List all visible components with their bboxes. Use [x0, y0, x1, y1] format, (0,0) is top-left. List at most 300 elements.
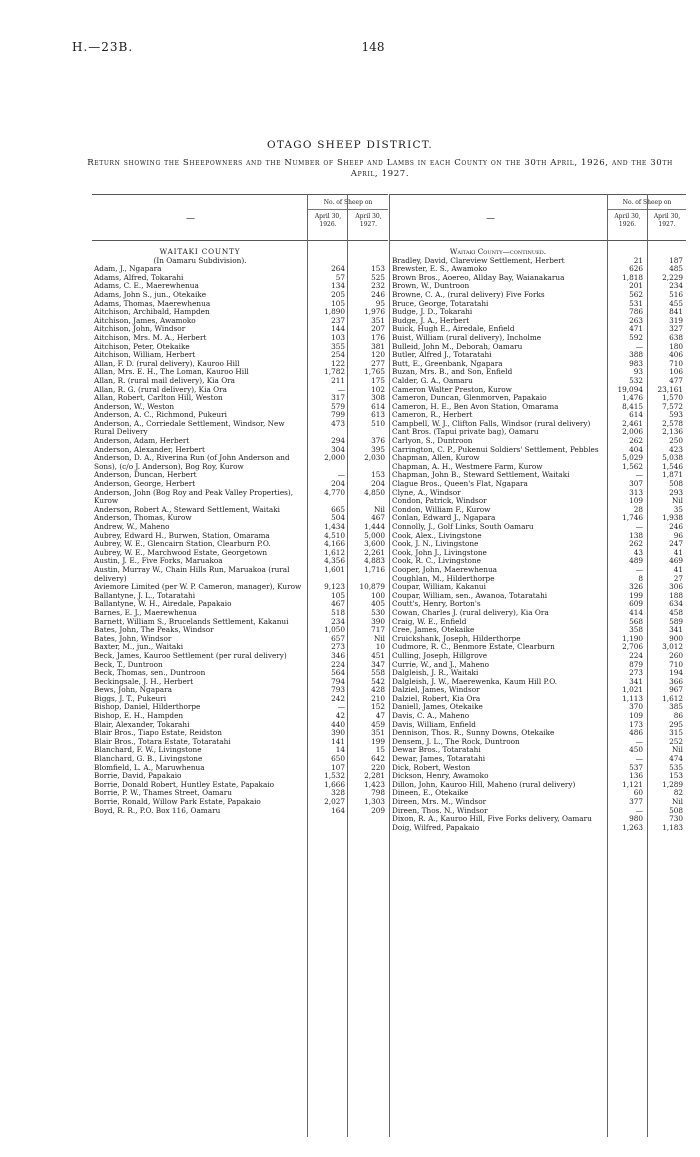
- sheep-count-1927: 1,444: [364, 522, 385, 531]
- sheep-count-1926: 273: [331, 642, 345, 652]
- sheep-count-1926: 262: [629, 436, 643, 446]
- owner-name: Anderson, A. C., Richmond, Pukeuri: [94, 410, 227, 420]
- owner-name: Cant Bros. (Tapui private bag), Oamaru: [392, 427, 539, 437]
- owner-name: Budge, J. A., Herbert: [392, 315, 470, 325]
- sheep-count-1926: 204: [331, 479, 345, 489]
- sheep-count-1926: 326: [629, 582, 643, 592]
- owner-name: Adams, Thomas, Maerewhenua: [94, 298, 211, 308]
- owner-name: Buick, Hugh E., Airedale, Enfield: [392, 324, 515, 334]
- sheep-count-1927: 41: [673, 547, 683, 557]
- sheep-count-1927: Nil: [671, 496, 683, 506]
- sheep-count-1926: 1,121: [622, 779, 643, 789]
- owner-name: Currie, W., and J., Maheno: [392, 659, 490, 669]
- sheep-count-1927: 900: [669, 633, 683, 643]
- owner-name: Coupar, William, sen., Awanoa, Totaratahi: [392, 590, 548, 600]
- sheep-count-1927: 1,570: [662, 393, 683, 403]
- right-column-header: [390, 194, 686, 241]
- sheep-count-1926: 346: [331, 650, 345, 660]
- sheep-count-1926: 57: [335, 272, 345, 282]
- sheep-count-1926: 164: [331, 805, 345, 815]
- sheep-count-1927: 23,161: [657, 384, 683, 394]
- sheep-count-1926: 8: [638, 573, 643, 583]
- sheep-count-1926: 328: [331, 788, 345, 798]
- owner-name: Cameron Walter Preston, Kurow: [392, 384, 512, 394]
- date-1926-label: April 30, 1926.: [314, 213, 342, 228]
- sheep-count-1927: 347: [371, 659, 385, 669]
- sheep-count-1927: 10,879: [359, 582, 385, 592]
- sheep-count-1927: 175: [371, 375, 385, 385]
- sheep-count-1926: 626: [629, 264, 643, 274]
- sheep-count-1927: 1,303: [364, 797, 385, 806]
- sheep-count-1926: 205: [331, 289, 345, 299]
- sheepowner-row: [92, 454, 388, 471]
- owner-name: Aubrey, Edward H., Burwen, Station, Omarama: [94, 530, 270, 540]
- sheep-count-1927: 1,289: [662, 779, 683, 789]
- owner-name: Adams, Alfred, Tokarahi: [94, 272, 184, 282]
- owner-name: Cruickshank, Joseph, Hilderthorpe: [392, 633, 521, 643]
- sheep-count-1927: 1,765: [364, 367, 385, 377]
- sheep-count-1927: 7,572: [662, 401, 683, 411]
- owner-name: Aviemore Limited (per W. P. Cameron, manager), Kurow: [94, 582, 302, 592]
- sheep-count-1927: 423: [669, 444, 683, 454]
- sheep-count-1926: 136: [629, 771, 643, 781]
- sheep-count-1927: 841: [669, 307, 683, 317]
- sheep-count-1927: 96: [673, 530, 683, 540]
- sheep-count-1927: 459: [371, 719, 385, 729]
- owner-name: Beck, Thomas, sen., Duntroon: [94, 668, 206, 678]
- sheep-count-1926: 242: [331, 693, 345, 703]
- sheep-count-1927: 308: [371, 393, 385, 403]
- owner-name: Andrew, W., Maheno: [94, 522, 170, 531]
- owner-name: Dillon, John, Kauroo Hill, Maheno (rural delivery): [392, 779, 576, 789]
- sheep-count-1926: 105: [331, 590, 345, 600]
- sheep-count-1926: 1,562: [622, 461, 643, 471]
- sheep-count-1927: 153: [669, 771, 683, 781]
- owner-name: Dalziel, James, Windsor: [392, 685, 480, 695]
- owner-name: Borrie, Ronald, Willow Park Estate, Papakaio: [94, 797, 261, 806]
- sheep-count-1927: 451: [371, 650, 385, 660]
- sheep-count-1927: 35: [673, 504, 683, 514]
- sheepowner-row: [92, 807, 388, 816]
- owner-name: WAITAKI COUNTY: [159, 247, 241, 256]
- owner-name: Bradley, David, Clareview Settlement, Herbert: [392, 255, 565, 265]
- sheep-count-1926: 2,706: [622, 642, 643, 652]
- sheep-count-1926: 313: [629, 487, 643, 497]
- sheep-count-1926: 1,818: [622, 272, 643, 282]
- sheep-count-1927: 376: [371, 436, 385, 446]
- owner-name: Borrie, Donald Robert, Huntley Estate, Papakaio: [94, 779, 275, 789]
- sheep-count-1927: 10: [375, 642, 385, 652]
- owner-name: Cameron, H. E., Ben Avon Station, Omarama: [392, 401, 559, 411]
- sheep-count-1927: 1,546: [662, 461, 683, 471]
- sheep-count-1926: —: [635, 522, 643, 531]
- sheep-count-1926: 414: [629, 607, 643, 617]
- sheep-count-1927: 47: [375, 711, 385, 721]
- sheep-count-1926: 122: [331, 358, 345, 368]
- owner-name: Conlan, Edward J., Ngapara: [392, 513, 496, 523]
- sheep-count-1926: 304: [331, 444, 345, 454]
- sheep-count-1927: 485: [669, 264, 683, 274]
- owner-name: Adams, C. E., Maerewhenua: [94, 281, 199, 291]
- owner-name: Aitchison, Peter, Otekaike: [94, 341, 190, 351]
- owner-name: Coughlan, M., Hilderthorpe: [392, 573, 495, 583]
- sheep-count-1926: 980: [629, 814, 643, 824]
- sheep-count-1926: 134: [331, 281, 345, 291]
- sheep-count-1926: 234: [331, 616, 345, 626]
- sheep-count-1927: 3,600: [364, 539, 385, 549]
- sheep-count-1926: 489: [629, 556, 643, 566]
- sheep-count-1927: 27: [673, 573, 683, 583]
- date-1927-label: April 30, 1927.: [653, 213, 681, 228]
- owner-name: Brewster, E. S., Awamoko: [392, 264, 488, 274]
- sheep-count-1927: 41: [673, 564, 683, 574]
- sheep-count-1926: 4,510: [324, 530, 345, 540]
- owner-name: Dewar Bros., Totaratahi: [392, 745, 481, 755]
- sheep-count-1926: 211: [331, 375, 345, 385]
- sheep-count-1926: 1,601: [324, 564, 345, 574]
- owner-name: Cudmore, R. C., Benmore Estate, Clearburn: [392, 642, 555, 652]
- sheep-count-1927: Nil: [373, 633, 385, 643]
- sheepowner-row: [92, 566, 388, 583]
- owner-name: Adams, John S., jun., Otekaike: [94, 289, 207, 299]
- owner-name: Connolly, J., Golf Links, South Oamaru: [392, 522, 534, 531]
- owner-name: Waitaki County—continued.: [449, 247, 547, 256]
- owner-name: Ballantyne, W. H., Airedale, Papakaio: [94, 599, 232, 609]
- owner-name: Cowan, Charles J. (rural delivery), Kia Ora: [392, 607, 549, 617]
- sheep-count-1927: 455: [669, 298, 683, 308]
- sheep-count-1927: 306: [669, 582, 683, 592]
- sheep-count-1927: 1,938: [662, 513, 683, 523]
- sheep-count-1926: 1,021: [622, 685, 643, 695]
- owner-name: Budge, J. D., Tokarahi: [392, 307, 473, 317]
- sheep-count-1926: 440: [331, 719, 345, 729]
- sheep-count-1927: 381: [371, 341, 385, 351]
- sheep-count-1926: 370: [629, 702, 643, 712]
- owner-name: Clyne, A., Windsor: [392, 487, 461, 497]
- sheep-count-1927: 1,871: [662, 470, 683, 480]
- owner-name: Blomfield, L. A., Maruwhenua: [94, 762, 205, 772]
- owner-name: Chapman, John B., Steward Settlement, Waitaki: [392, 470, 570, 480]
- owner-name: Cook, Alex., Livingstone: [392, 530, 482, 540]
- sheep-count-1927: 405: [371, 599, 385, 609]
- sheep-count-1927: 250: [669, 436, 683, 446]
- sheep-count-1926: 532: [629, 375, 643, 385]
- owner-name: Densem, J. L., The Rock, Duntroon: [392, 736, 520, 746]
- owner-name: Carrington, C. P., Pukenui Soldiers' Settlement, Pebbles: [392, 444, 599, 454]
- owner-name: Bruce, George, Totaratahi: [392, 298, 489, 308]
- owner-name: Dalziel, Robert, Kia Ora: [392, 693, 481, 703]
- sheep-count-1927: 187: [669, 255, 683, 265]
- sheep-count-1927: 717: [371, 625, 385, 635]
- owner-name: Chapman, A. H., Westmere Farm, Kurow: [392, 461, 543, 471]
- owner-name: Buzan, Mrs. B., and Son, Enfield: [392, 367, 513, 377]
- sheep-count-1926: 657: [331, 633, 345, 643]
- sheep-count-1927: Nil: [671, 797, 683, 806]
- sheep-count-1926: 43: [633, 547, 643, 557]
- sheep-count-1927: 508: [669, 805, 683, 815]
- owner-name: Doig, Wilfred, Papakaio: [392, 822, 480, 832]
- sheep-count-1926: 141: [331, 736, 345, 746]
- sheep-count-1927: 194: [669, 668, 683, 678]
- sheep-count-1926: 1,434: [324, 522, 345, 531]
- sheep-count-1926: —: [337, 702, 345, 712]
- sheep-count-1926: 105: [331, 298, 345, 308]
- owner-name: Campbell, W. J., Clifton Falls, Windsor (rural delivery): [392, 418, 591, 428]
- sheep-count-1927: 710: [669, 659, 683, 669]
- sheep-count-1926: 486: [629, 728, 643, 738]
- owner-name: Ballantyne, J. L., Totaratahi: [94, 590, 196, 600]
- sheep-count-1926: 4,166: [324, 539, 345, 549]
- sheep-count-1927: 385: [669, 702, 683, 712]
- sheep-count-1926: 273: [629, 668, 643, 678]
- sheep-count-1926: 1,890: [324, 307, 345, 317]
- sheep-count-1927: 246: [669, 522, 683, 531]
- owner-name: Brown Bros., Aoereo, Allday Bay, Waianakarua: [392, 272, 565, 282]
- page-title: OTAGO SHEEP DISTRICT.: [267, 139, 433, 151]
- sheep-count-1926: 109: [629, 496, 643, 506]
- sheep-count-1927: 295: [669, 719, 683, 729]
- owner-name: Condon, Patrick, Windsor: [392, 496, 487, 506]
- owner-name: Clague Bros., Queen's Flat, Ngapara: [392, 479, 528, 489]
- sheep-count-1927: 15: [375, 745, 385, 755]
- name-column-dash: —: [186, 214, 195, 224]
- owner-name: Bews, John, Ngapara: [94, 685, 172, 695]
- owner-name: Condon, William F., Kurow: [392, 504, 491, 514]
- sheepowner-row: [92, 489, 388, 506]
- owner-name: Blanchard, F. W., Livingstone: [94, 745, 202, 755]
- page-header: [72, 40, 674, 56]
- sheep-count-1927: Nil: [671, 745, 683, 755]
- sheep-count-1926: —: [635, 805, 643, 815]
- sheep-count-1927: 2,030: [364, 453, 385, 463]
- sheep-count-1927: 106: [669, 367, 683, 377]
- sheep-count-1927: 1,183: [662, 822, 683, 832]
- owner-name: Baxter, M., jun., Waitaki: [94, 642, 184, 652]
- owner-name: Cook, R. C., Livingstone: [392, 556, 481, 566]
- owner-name: Dick, Robert, Weston: [392, 762, 471, 772]
- sheep-count-1927: 967: [669, 685, 683, 695]
- sheep-count-1926: 1,782: [324, 367, 345, 377]
- owner-name: Beckingsale, J. H., Herbert: [94, 676, 194, 686]
- sheep-count-1926: 562: [629, 289, 643, 299]
- sheep-count-1926: 531: [629, 298, 643, 308]
- owner-name: Beck, T., Duntroon: [94, 659, 163, 669]
- sheep-count-1926: 1,476: [622, 393, 643, 403]
- sheep-count-1927: 1,423: [364, 779, 385, 789]
- sheep-count-1927: 176: [371, 332, 385, 342]
- sheep-count-1926: 355: [331, 341, 345, 351]
- sheep-count-1927: 589: [669, 616, 683, 626]
- owner-name: Dewar, James, Totaratahi: [392, 754, 486, 764]
- sheep-count-1926: 264: [331, 264, 345, 274]
- owner-name: Anderson, Adam, Herbert: [94, 436, 190, 446]
- owner-name: Butt, E., Greenbank, Ngapara: [392, 358, 503, 368]
- owner-name: Aitchison, James, Awamoko: [94, 315, 196, 325]
- sheep-count-1926: 650: [331, 754, 345, 764]
- owner-name: Austin, Murray W., Chain Hills Run, Maruakoa (rural delivery): [94, 564, 290, 583]
- owner-name: Anderson, W., Weston: [94, 401, 175, 411]
- sheep-count-1926: 609: [629, 599, 643, 609]
- sheep-count-1927: 315: [669, 728, 683, 738]
- owner-name: (In Oamaru Subdivision).: [153, 255, 247, 265]
- owner-name: Anderson, Duncan, Herbert: [94, 470, 197, 480]
- owner-name: Anderson, John (Bog Roy and Peak Valley Properties), Kurow: [94, 487, 294, 506]
- owner-name: Cooper, John, Maerewhenua: [392, 564, 497, 574]
- name-column-dash: —: [486, 214, 495, 224]
- sheepowner-row: [92, 420, 388, 437]
- sheep-count-1926: 388: [629, 350, 643, 360]
- sheep-count-1927: 542: [371, 676, 385, 686]
- sheep-count-1926: —: [337, 470, 345, 480]
- sheep-count-1927: 152: [371, 702, 385, 712]
- sheep-count-1926: 199: [629, 590, 643, 600]
- sheep-count-1926: 2,006: [622, 427, 643, 437]
- owner-name: Brown, W., Duntroon: [392, 281, 470, 291]
- sheep-count-1926: 4,770: [324, 487, 345, 497]
- sheep-count-1926: 377: [629, 797, 643, 806]
- sheep-count-1927: 120: [371, 350, 385, 360]
- owner-name: Dalgleish, J. W., Maerewenka, Kaum Hill P.O.: [392, 676, 558, 686]
- sheep-count-1927: 2,281: [364, 771, 385, 781]
- sheep-count-1926: 564: [331, 668, 345, 678]
- right-entries-list: [390, 248, 686, 832]
- sheep-count-1927: 327: [669, 324, 683, 334]
- sheep-count-1927: 2,136: [662, 427, 683, 437]
- sheep-count-1926: 592: [629, 332, 643, 342]
- owner-name: Aubrey, W. E., Marchwood Estate, Georgetown: [94, 547, 268, 557]
- sheep-count-1927: 4,883: [364, 556, 385, 566]
- sheep-count-1927: 710: [669, 358, 683, 368]
- sheep-count-1927: 730: [669, 814, 683, 824]
- sheepowner-row: [390, 824, 686, 833]
- date-1926-label: April 30, 1926.: [614, 213, 641, 228]
- owner-name: Dixon, R. A., Kauroo Hill, Five Forks delivery, Oamaru: [392, 814, 592, 824]
- owner-name: Chapman, Allen, Kurow: [392, 453, 480, 463]
- owner-name: Anderson, D. A., Riverina Run (of John Anderson and Sons), (c/o J. Anderson), Bog Roy, Kurow: [94, 453, 290, 471]
- sheep-count-1926: 518: [331, 607, 345, 617]
- owner-name: Daniell, James, Otekaike: [392, 702, 483, 712]
- date-1927-label: April 30, 1927.: [355, 213, 382, 228]
- sheep-count-1927: 351: [371, 728, 385, 738]
- owner-name: Cameron, R., Herbert: [392, 410, 473, 420]
- sheep-count-1927: 100: [371, 590, 385, 600]
- sheep-count-1927: 558: [371, 668, 385, 678]
- sheep-count-1926: 8,415: [622, 401, 643, 411]
- sheep-count-1926: 1,612: [324, 547, 345, 557]
- owner-name: Blanchard, G. B., Livingstone: [94, 754, 203, 764]
- owner-name: Boyd, R. R., P.O. Box 116, Oamaru: [94, 805, 221, 815]
- owner-name: Adam, J., Ngapara: [94, 264, 162, 274]
- sheep-count-1926: 537: [629, 762, 643, 772]
- sheep-count-1926: 983: [629, 358, 643, 368]
- sheep-count-1926: 341: [629, 676, 643, 686]
- sheep-count-1927: 1,612: [662, 693, 683, 703]
- owner-name: Dickson, Henry, Awamoko: [392, 771, 489, 781]
- sheep-count-1926: 799: [331, 410, 345, 420]
- sheep-count-1926: 786: [629, 307, 643, 317]
- sheep-count-1926: 568: [629, 616, 643, 626]
- sheep-count-1926: 793: [331, 685, 345, 695]
- sheep-count-1927: 199: [371, 736, 385, 746]
- owner-name: Craig, W. E., Enfield: [392, 616, 467, 626]
- sheep-count-1927: 467: [371, 513, 385, 523]
- sheep-count-1926: 307: [629, 479, 643, 489]
- owner-name: Bishop, E. H., Hampden: [94, 711, 184, 721]
- sheep-count-1926: 103: [331, 332, 345, 342]
- sheep-count-1927: 525: [371, 272, 385, 282]
- sheep-count-1927: 798: [371, 788, 385, 798]
- sheep-count-1926: 614: [629, 410, 643, 420]
- sheep-count-1926: 404: [629, 444, 643, 454]
- sheep-count-1927: 642: [371, 754, 385, 764]
- owner-name: Carlyon, S., Duntroon: [392, 436, 473, 446]
- sheep-count-1926: 1,113: [622, 693, 643, 703]
- owner-name: Allan, Mrs. E. H., The Loman, Kauroo Hill: [94, 367, 249, 377]
- owner-name: Allan, Robert, Carlton Hill, Weston: [94, 393, 223, 403]
- owner-name: Dineen, E., Otekaike: [392, 788, 469, 798]
- owner-name: Aitchison, John, Windsor: [94, 324, 186, 334]
- sheep-count-1926: 9,123: [324, 582, 345, 592]
- sheep-count-1926: 665: [331, 504, 345, 514]
- sheep-count-1926: —: [635, 341, 643, 351]
- owner-name: Borrie, P. W., Thames Street, Oamaru: [94, 788, 232, 798]
- owner-name: Coupar, William, Kakanui: [392, 582, 486, 592]
- sheep-count-1926: 4,356: [324, 556, 345, 566]
- sheep-count-1927: 153: [371, 470, 385, 480]
- left-column-header: [92, 194, 388, 241]
- sheep-count-1927: 95: [375, 298, 385, 308]
- sheep-count-1927: 510: [371, 418, 385, 428]
- sheep-count-1926: 93: [633, 367, 643, 377]
- sheep-count-1927: 469: [669, 556, 683, 566]
- sheep-count-1927: 204: [371, 479, 385, 489]
- owner-name: Butler, Alfred J., Totaratahi: [392, 350, 492, 360]
- left-entries-list: [92, 248, 388, 815]
- sheep-count-1926: 224: [331, 659, 345, 669]
- sheep-count-1926: 294: [331, 436, 345, 446]
- sheep-count-1926: 504: [331, 513, 345, 523]
- sheep-count-1926: 794: [331, 676, 345, 686]
- sheep-count-1927: 2,578: [662, 418, 683, 428]
- sheep-count-1926: 262: [629, 539, 643, 549]
- sheep-count-1927: 474: [669, 754, 683, 764]
- owner-name: Aitchison, William, Herbert: [94, 350, 196, 360]
- owner-name: Anderson, Robert A., Steward Settlement, Waitaki: [94, 504, 281, 514]
- sheep-count-1926: 144: [331, 324, 345, 334]
- owner-name: Cook, John J., Livingstone: [392, 547, 487, 557]
- sheep-count-1926: 1,050: [324, 625, 345, 635]
- sheep-count-1927: 351: [371, 315, 385, 325]
- sheep-count-1926: 173: [629, 719, 643, 729]
- sheep-count-1927: 2,261: [364, 547, 385, 557]
- sheep-count-1927: 2,229: [662, 272, 683, 282]
- sheep-count-1927: 516: [669, 289, 683, 299]
- sheep-count-1927: 188: [669, 590, 683, 600]
- sheep-count-1926: 263: [629, 315, 643, 325]
- owner-name: Cree, James, Otekaike: [392, 625, 475, 635]
- sheep-count-1926: 107: [331, 762, 345, 772]
- sheep-count-1927: 252: [669, 736, 683, 746]
- sheep-count-1927: 530: [371, 607, 385, 617]
- sheep-count-1927: 535: [669, 762, 683, 772]
- sheep-count-1926: 879: [629, 659, 643, 669]
- sheep-count-1926: —: [635, 754, 643, 764]
- owner-name: Bulleid, John M., Deborah, Oamaru: [392, 341, 523, 351]
- sheep-count-1927: 614: [371, 401, 385, 411]
- sheep-count-1926: 138: [629, 530, 643, 540]
- sheep-count-1927: 209: [371, 805, 385, 815]
- owner-name: Biggs, J. T., Pukeuri: [94, 693, 167, 703]
